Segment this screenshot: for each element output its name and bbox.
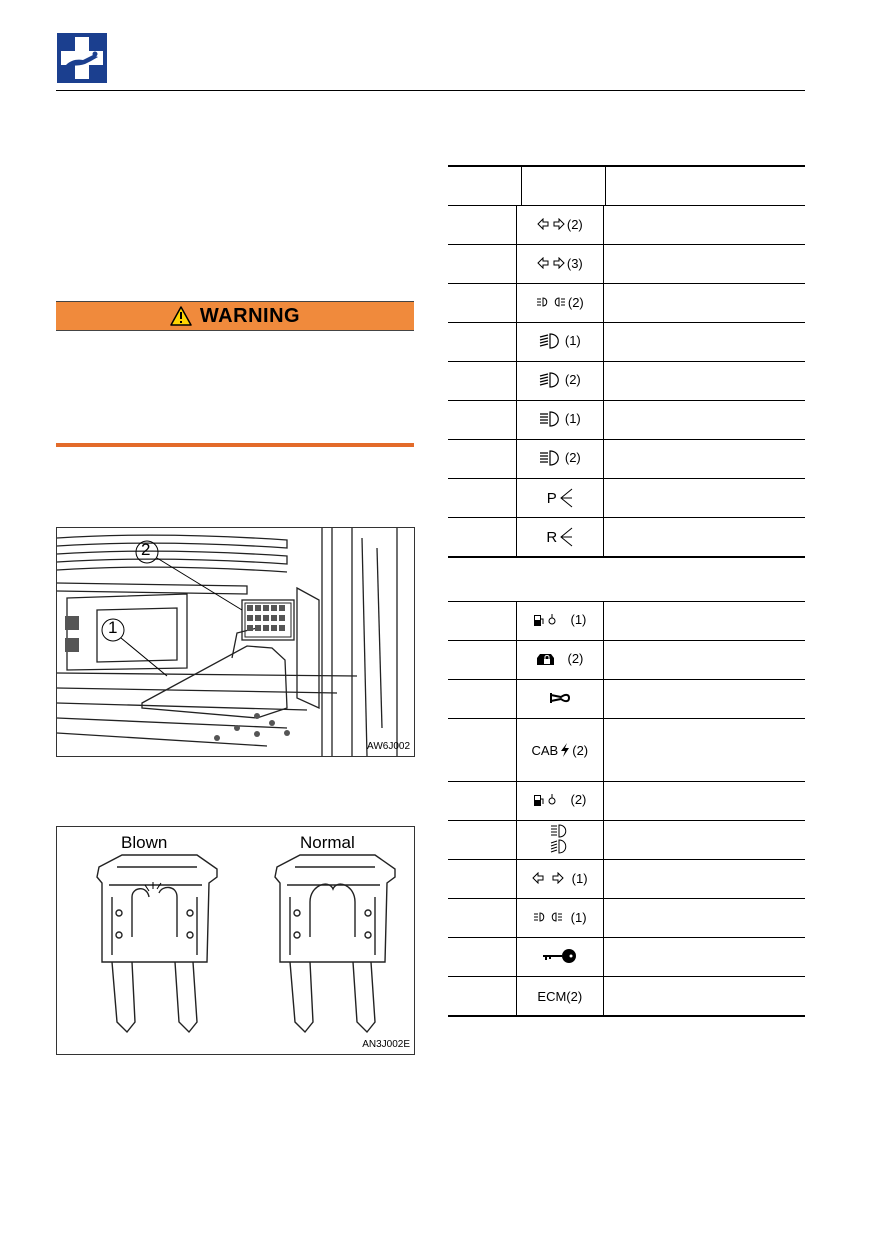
table-row	[448, 782, 805, 821]
blown-label: Blown	[121, 833, 168, 852]
high-beam-icon	[539, 411, 563, 427]
fuse-number: (1)	[570, 612, 587, 628]
fuse-table-1	[448, 206, 805, 558]
headlight-beams-icon	[550, 824, 570, 854]
table-row	[448, 518, 805, 558]
fuse-comparison-illustration	[57, 827, 414, 1054]
fuse-number: (1)	[564, 411, 581, 426]
turn-signal-icon	[537, 257, 565, 269]
normal-label: Normal	[300, 833, 355, 852]
table-row	[448, 362, 805, 401]
table-row	[448, 821, 805, 860]
high-beam-icon	[539, 450, 563, 466]
table-row	[448, 323, 805, 362]
parking-light-icon	[559, 488, 573, 508]
fuse-box-location-figure	[56, 527, 415, 757]
table-row	[448, 860, 805, 899]
warning-triangle-icon	[170, 306, 192, 326]
fuse-number: (2)	[566, 216, 583, 232]
table-row	[448, 719, 805, 782]
horn-icon	[549, 691, 571, 705]
header-rule	[56, 90, 805, 91]
side-light-icon	[533, 911, 563, 923]
figure-code: AW6J002	[367, 741, 410, 752]
table-row	[448, 245, 805, 284]
parking-letter: P	[546, 489, 557, 507]
low-beam-icon	[539, 372, 563, 388]
cab-text: CAB	[531, 742, 559, 758]
cab-lock-icon	[536, 652, 556, 666]
section-rule	[56, 443, 414, 447]
callout-2: 2	[141, 540, 151, 559]
cab-power-icon	[560, 742, 570, 758]
fuse-number: (2)	[564, 450, 581, 465]
fuse-condition-figure	[56, 826, 415, 1055]
table-row	[448, 479, 805, 518]
fuse-table-2	[448, 602, 805, 1017]
reverse-light-icon	[559, 527, 573, 547]
low-beam-icon	[539, 333, 563, 349]
figure-code: AN3J002E	[362, 1039, 410, 1050]
fuse-number: (1)	[570, 909, 587, 925]
fuse-number: (3)	[566, 255, 583, 271]
ecm-text: ECM(2)	[537, 988, 583, 1004]
table-row	[448, 206, 805, 245]
table-row	[448, 899, 805, 938]
fuse-number: (2)	[572, 742, 589, 758]
fuse-box-illustration	[57, 528, 414, 756]
table-row	[448, 284, 805, 323]
table-row	[448, 641, 805, 680]
warning-label: WARNING	[199, 304, 301, 327]
turn-signal-icon	[537, 218, 565, 230]
reverse-letter: R	[546, 528, 558, 546]
table-row	[448, 602, 805, 641]
table-row	[448, 440, 805, 479]
manual-logo-icon	[57, 33, 107, 83]
fuel-pump-icon	[533, 613, 559, 627]
ignition-key-icon	[542, 948, 578, 964]
warning-banner	[56, 301, 414, 331]
fuse-number: (2)	[564, 372, 581, 387]
table-row	[448, 977, 805, 1017]
fuse-number: (2)	[570, 792, 587, 808]
table-row	[448, 680, 805, 719]
fuse-number: (1)	[571, 870, 588, 886]
side-light-icon	[536, 296, 566, 308]
fuse-number: (1)	[564, 333, 581, 348]
fuse-number: (2)	[567, 294, 584, 310]
fuse-number: (2)	[567, 651, 584, 667]
table-header-row	[448, 167, 805, 206]
table-row	[448, 938, 805, 977]
turn-signal-icon	[532, 872, 564, 884]
fuel-pump-icon	[533, 793, 559, 807]
table-row	[448, 401, 805, 440]
callout-1: 1	[108, 618, 118, 637]
